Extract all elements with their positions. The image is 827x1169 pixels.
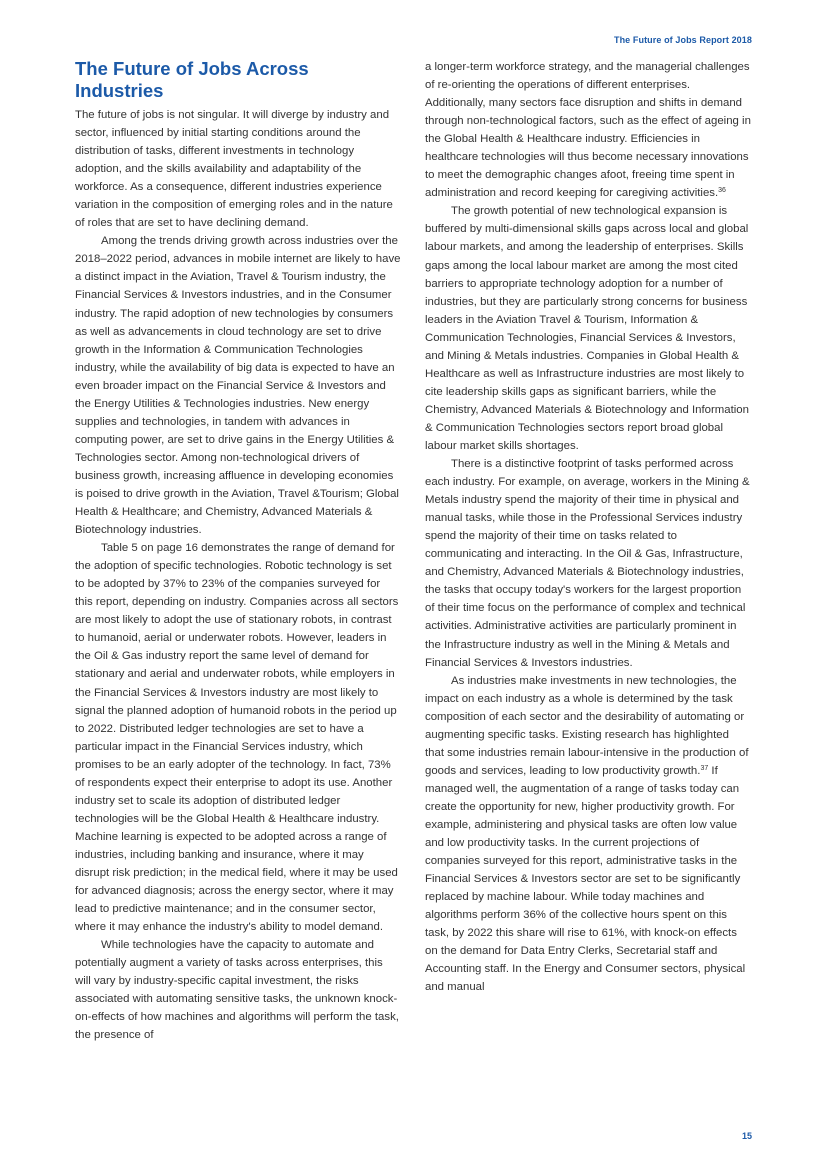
paragraph: Among the trends driving growth across industries over the 2018–2022 period, advances in mobile internet are likely to have a distinct impact in the Aviation, Travel & Tourism industry, the Financial Services & Investors industries, and in the Consumer industry. The rapid adoption of new technologies by consumers as well as advancements in cloud technology are set to drive growth in the Information & Communication Technologies industry, while the availability of big data is expected to have an even broader impact on the Financial Service & Investors and the Energy Utilities & Technologies industries. New energy supplies and technologies, in tandem with advances in computing power, are set to drive gains in the Energy Utilities & Technologies sector. Among non-technological drivers of business growth, increasing affluence in developing economies is poised to drive growth in the Aviation, Travel &Tourism; Global Health & Healthcare; and Chemistry, Advanced Materials & Biotechnology industries.: [75, 235, 401, 537]
paragraph: While technologies have the capacity to automate and potentially augment a variety of tasks across enterprises, this will vary by industry-specific capital investment, the risks associated with automating sensitive tasks, the unknown knock-on-effects of how machines and algorithms will perform the task, the presence of: [75, 939, 399, 1042]
right-column: [425, 58, 751, 996]
footnote-ref: 37: [700, 764, 709, 772]
paragraph: The future of jobs is not singular. It will diverge by industry and sector, influenced by initial starting conditions around the distribution of tasks, different investments in technology adoption, and the skills availability and adaptability of the workforce. As a consequence, different industries experience variation in the composition of emerging roles and in the nature of roles that are set to have declining demand.: [75, 109, 393, 230]
paragraph: [425, 672, 751, 997]
paragraph: [425, 58, 751, 202]
left-column: [75, 58, 401, 1044]
paragraph-text: If managed well, the augmentation of a range of tasks today can create the opportunity for new, higher productivity growth. For example, administering and physical tasks are often low value and low productivity tasks. In the current projections of companies surveyed for this report, administrative tasks in the Financial Services & Investors sector are set to be significantly replaced by machine labour. While today machines and algorithms perform 36% of the collective hours spent on this task, by 2022 this share will rise to 61%, with knock-on effects on the demand for Data Entry Clerks, Secretarial staff and Accounting staff. In the Energy and Consumer sectors, physical and manual: [425, 764, 746, 994]
paragraph-text: As industries make investments in new technologies, the impact on each industry as a whole is determined by the task composition of each sector and the desirability of automating or augmenting specific tasks. Existing research has highlighted that some industries remain labour-intensive in the production of goods and services, leading to low productivity growth.: [425, 674, 749, 777]
paragraph-text: a longer-term workforce strategy, and the managerial challenges of re-orienting the operations of different enterprises. Additionally, many sectors face disruption and shifts in demand through non-technological factors, such as the effect of ageing in the Global Health & Healthcare industry. Efficiencies in healthcare technologies will thus become necessary innovations to meet the demographic changes afoot, freeing time spent in administration and record keeping for caregiving activities.: [425, 61, 751, 200]
paragraph: There is a distinctive footprint of tasks performed across each industry. For example, on average, workers in the Mining & Metals industry spend the majority of their time in physical and manual tasks, while those in the Professional Services industry spend the majority of their time on tasks related to communicating and interacting. In the Oil & Gas, Infrastructure, and Chemistry, Advanced Materials & Biotechnology industries, the tasks that occupy today's workers for the largest proportion of their time focus on the performance of complex and technical activities. Administrative activities are particularly prominent in the Infrastructure industry as well in the Mining & Metals and Financial Services & Investors industries.: [425, 458, 750, 669]
page-number: 15: [741, 1131, 752, 1141]
paragraph: The growth potential of new technological expansion is buffered by multi-dimensional skills gaps across local and global labour markets, and among the leadership of enterprises. Skills gaps among the local labour market are among the most cited barriers to appropriate technology adoption for a number of industries, but they are particularly strong concerns for business leaders in the Aviation Travel & Tourism, Information & Communication Technologies, Financial Services & Investors, and Mining & Metals industries. Companies in Global Health & Healthcare as well as Infrastructure industries are most likely to cite leadership skills gaps as significant barriers, while the Chemistry, Advanced Materials & Biotechnology and Information & Communication Technologies sectors report broad global labour market skills shortages.: [425, 205, 749, 452]
footnote-ref: 36: [718, 187, 726, 195]
running-header: The Future of Jobs Report 2018: [613, 35, 752, 45]
paragraph: Table 5 on page 16 demonstrates the range of demand for the adoption of specific technologies. Robotic technology is set to be adopted by 37% to 23% of the companies surveyed for this report, depending on industry. Companies across all sectors are most likely to adopt the use of stationary robots, in contrast to humanoid, aerial or underwater robots. However, leaders in the Oil & Gas industry report the same level of demand for stationary and aerial and underwater robots, while employers in the Financial Services & Investors industry are most likely to signal the planned adoption of humanoid robots in the period up to 2022. Distributed ledger technologies are set to have a particular impact in the Financial Services industry, which promises to be an early adopter of the technology. In fact, 73% of respondents expect their enterprise to adopt its use. Another industry set to scale its adoption of distributed ledger technologies will be the Global Health & Healthcare industry. Machine learning is expected to be adopted across a range of industries, including banking and insurance, where it may disrupt risk prediction; in the medical field, where it may be used for advanced diagnosis; across the energy sector, where it may lead to predictive maintenance; and in the consumer sector, where it may enhance the industry's ability to model demand.: [75, 542, 399, 934]
section-title: The Future of Jobs Across Industries: [75, 58, 309, 101]
